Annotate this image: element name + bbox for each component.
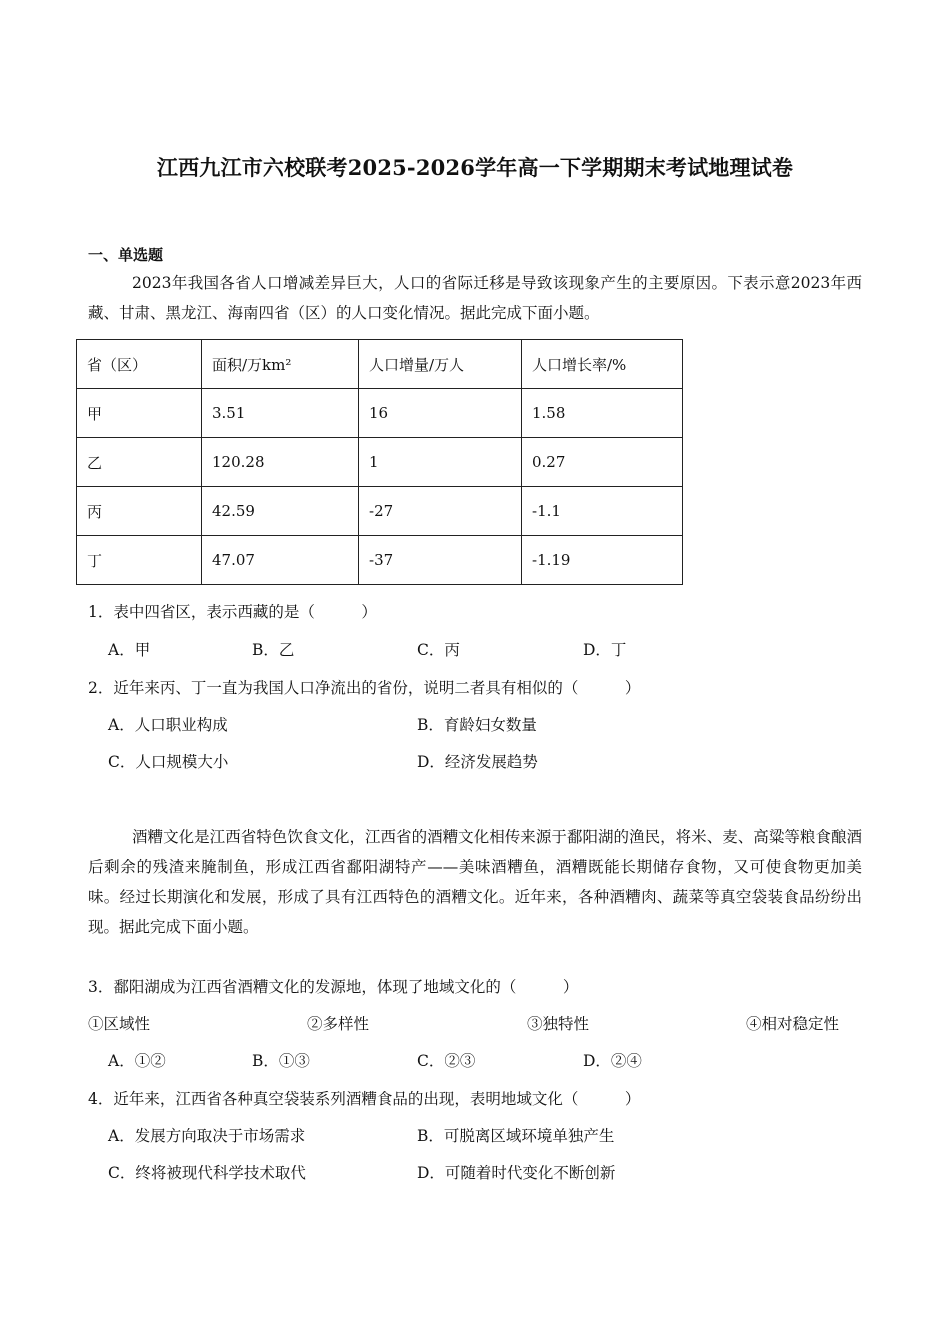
table-cell: 1.58	[522, 389, 683, 438]
question-3-option-b[interactable]: B．①③	[252, 1052, 310, 1070]
table-cell: -1.1	[522, 487, 683, 536]
table-row	[77, 389, 683, 438]
passage-2: 酒糟文化是江西省特色饮食文化，江西省的酒糟文化相传来源于鄱阳湖的渔民，将米、麦、高粱等粮食酿酒后剩余的残渣来腌制鱼，形成江西省鄱阳湖特产——美味酒糟鱼，酒糟既能长期储存食物，又可使食物更加美味。经过长期演化和发展，形成了具有江西特色的酒糟文化。近年来，各种酒糟肉、蔬菜等真空袋装食品纷纷出现。据此完成下面小题。	[88, 828, 862, 936]
table-cell: -37	[359, 536, 522, 585]
table-header-cell: 人口增长率/%	[522, 340, 683, 389]
question-3-option-d[interactable]: D．②④	[583, 1052, 642, 1070]
table-cell: -1.19	[522, 536, 683, 585]
table-cell: 16	[359, 389, 522, 438]
table-row	[77, 438, 683, 487]
question-4-option-b[interactable]: B．可脱离区域环境单独产生	[417, 1127, 615, 1145]
passage-1: 2023年我国各省人口增减差异巨大，人口的省际迁移是导致该现象产生的主要原因。下表示意2023年西藏、甘肃、黑龙江、海南四省（区）的人口变化情况。据此完成下面小题。	[88, 274, 862, 322]
table-cell: 42.59	[202, 487, 359, 536]
question-3-statement-2: ②多样性	[307, 1015, 370, 1033]
question-1-option-c[interactable]: C．丙	[417, 641, 460, 659]
question-1-option-a[interactable]: A．甲	[108, 641, 151, 659]
table-cell: 丁	[77, 536, 202, 585]
question-4-stem: 4．近年来，江西省各种真空袋装系列酒糟食品的出现，表明地域文化（ ）	[88, 1090, 641, 1108]
table-row	[77, 487, 683, 536]
section-heading: 一、单选题	[88, 246, 164, 264]
question-4-option-c[interactable]: C．终将被现代科学技术取代	[108, 1164, 306, 1182]
table-header-cell: 人口增量/万人	[359, 340, 522, 389]
table-header-cell: 省（区）	[77, 340, 202, 389]
table-cell: 丙	[77, 487, 202, 536]
question-3-option-a[interactable]: A．①②	[108, 1052, 166, 1070]
table-header-cell: 面积/万km²	[202, 340, 359, 389]
table-cell: -27	[359, 487, 522, 536]
question-4-option-a[interactable]: A．发展方向取决于市场需求	[108, 1127, 306, 1145]
question-2-option-d[interactable]: D．经济发展趋势	[417, 753, 538, 771]
question-3-statement-1: ①区域性	[88, 1015, 151, 1033]
question-3-statement-3: ③独特性	[527, 1015, 590, 1033]
question-1-option-d[interactable]: D．丁	[583, 641, 627, 659]
question-2-option-c[interactable]: C．人口规模大小	[108, 753, 229, 771]
question-3-option-c[interactable]: C．②③	[417, 1052, 476, 1070]
question-1-stem: 1．表中四省区，表示西藏的是（ ）	[88, 603, 377, 621]
table-cell: 乙	[77, 438, 202, 487]
table-cell: 0.27	[522, 438, 683, 487]
table-cell: 甲	[77, 389, 202, 438]
table-cell: 1	[359, 438, 522, 487]
population-table	[76, 339, 683, 585]
question-4-option-d[interactable]: D．可随着时代变化不断创新	[417, 1164, 616, 1182]
table-header-row	[77, 340, 683, 389]
question-1-option-b[interactable]: B．乙	[252, 641, 295, 659]
table-row	[77, 536, 683, 585]
question-3-statement-4: ④相对稳定性	[746, 1015, 840, 1033]
table-cell: 47.07	[202, 536, 359, 585]
table-cell: 3.51	[202, 389, 359, 438]
question-2-option-a[interactable]: A．人口职业构成	[108, 716, 228, 734]
question-2-stem: 2．近年来丙、丁一直为我国人口净流出的省份，说明二者具有相似的（ ）	[88, 679, 641, 697]
table-cell: 120.28	[202, 438, 359, 487]
exam-title: 江西九江市六校联考2025-2026学年高一下学期期末考试地理试卷	[156, 155, 794, 180]
question-3-stem: 3．鄱阳湖成为江西省酒糟文化的发源地，体现了地域文化的（ ）	[88, 978, 579, 996]
question-2-option-b[interactable]: B．育龄妇女数量	[417, 716, 537, 734]
